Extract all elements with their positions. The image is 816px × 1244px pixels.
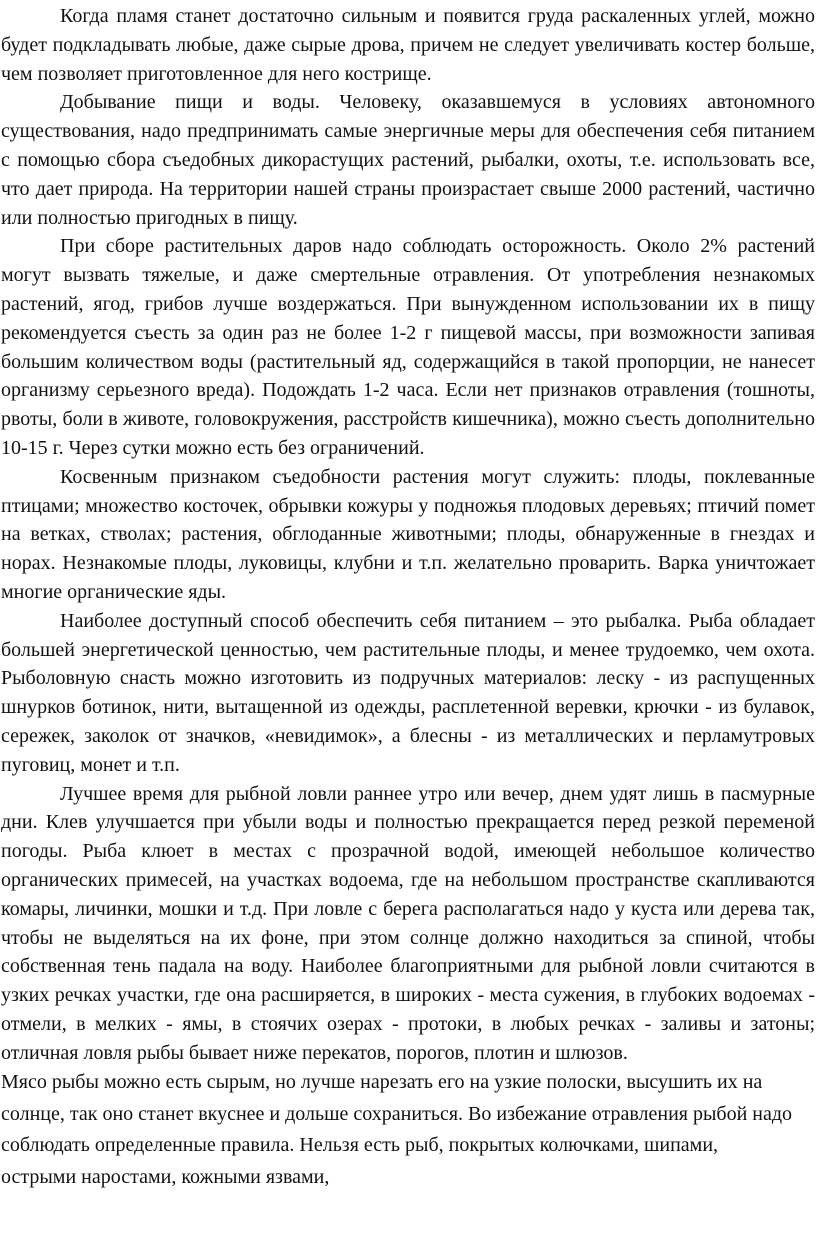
paragraph-campfire: Когда пламя станет достаточно сильным и появится груда раскаленных углей, можно будет подкладывать любые, даже сырые дрова, причем не следует увеличивать костер больше, чем позволяет приготовленное для него кострище. — [1, 5, 815, 85]
paragraph-fishing-gear: Наиболее доступный способ обеспечить себя питанием – это рыбалка. Рыба обладает большей энергетической ценностью, чем растительные плоды, и менее трудоемко, чем охота. Рыболовную снасть можно изготовить из подручных материалов: леску - из распущенных шнурков ботинок, нити, вытащенной из одежды, расплетенной веревки, крючки - из булавок, сережек, заколок от значков, «невидимок», а блесны - из металлических и перламутровых пуговиц, монет и т.п. — [1, 609, 815, 776]
paragraph-food-and-water: Добывание пищи и воды. Человеку, оказавшемуся в условиях автономного существования, надо предпринимать самые энергичные меры для обеспечения себя питанием с помощью сбора съедобных дикорастущих растений, рыбалки, охоты, т.е. использовать все, что дает природа. На территории нашей страны произрастает свыше 2000 растений, частично или полностью пригодных в пищу. — [1, 91, 815, 229]
paragraph-fish-meat: Мясо рыбы можно есть сырым, но лучше нарезать его на узкие полоски, высушить их на солнце, так оно станет вкуснее и дольше сохраниться. Во избежание отравления рыбой надо соблюдать определенные правила. Нельзя есть рыб, покрытых колючками, шипами, острыми наростами, кожными язвами, — [1, 1071, 793, 1188]
paragraph-edibility-signs: Косвенным признаком съедобности растения могут служить: плоды, поклеванные птицами; множество косточек, обрывки кожуры у подножья плодовых деревьях; птичий помет на ветках, стволах; растения, обглоданные животными; плоды, обнаруженные в гнездах и норах. Незнакомые плоды, луковицы, клубни и т.п. желательно проварить. Варка уничтожает многие органические яды. — [1, 465, 815, 603]
paragraph-plant-gathering-caution: При сборе растительных даров надо соблюдать осторожность. Около 2% растений могут вызвать тяжелые, и даже смертельные отравления. От употребления незнакомых растений, ягод, грибов лучше воздержаться. При вынужденном использовании их в пищу рекомендуется съесть за один раз не более 1-2 г пищевой массы, при возможности запивая большим количеством воды (растительный яд, содержащийся в такой пропорции, не нанесет организму серьезного вреда). Подождать 1-2 часа. Если нет признаков отравления (тошноты, рвоты, боли в животе, головокружения, расстройств кишечника), можно съесть дополнительно 10-15 г. Через сутки можно есть без ограничений. — [1, 235, 815, 459]
paragraph-fishing-time-and-places: Лучшее время для рыбной ловли раннее утро или вечер, днем удят лишь в пасмурные дни. Клев улучшается при убыли воды и полностью прекращается перед резкой переменой погоды. Рыба клюет в местах с прозрачной водой, имеющей небольшое количество органических примесей, на участках водоема, где на небольшом пространстве скапливаются комары, личинки, мошки и т.д. При ловле с берега располагаться надо у куста или дерева так, чтобы не выделяться на их фоне, при этом солнце должно находиться за спиной, чтобы собственная тень падала на воду. Наиболее благоприятными для рыбной ловли считаются в узких речках участки, где она расширяется, в широких - места сужения, в глубоких водоемах - отмели, в мелких - ямы, в стоячих озерах - протоки, в любых речках - заливы и затоны; отличная ловля рыбы бывает ниже перекатов, порогов, плотин и шлюзов. — [1, 782, 815, 1064]
